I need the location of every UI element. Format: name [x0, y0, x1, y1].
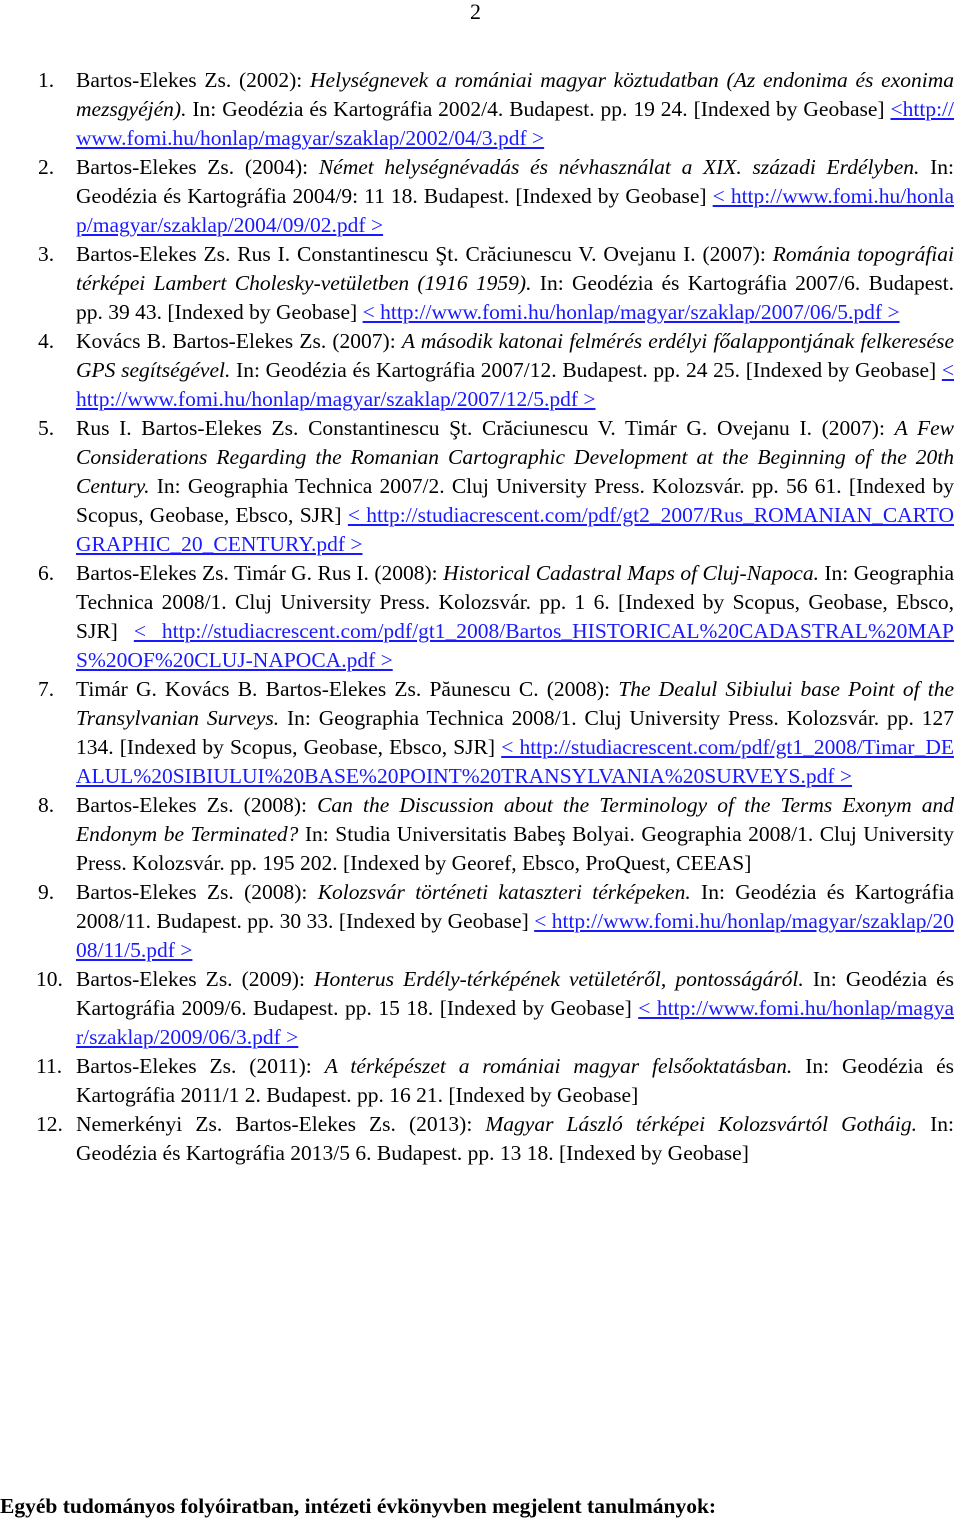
reference-title: Románia topográfiai térképei Lambert Cholesky-vetületben (1916 1959).: [76, 242, 954, 295]
reference-item: [0, 153, 956, 240]
reference-source: In: Geodézia és Kartográfia 2002/4. Budapest. pp. 19 24. [Indexed by Geobase]: [186, 97, 891, 121]
reference-list: [0, 66, 956, 1168]
reference-authors: Bartos-Elekes Zs. (2002):: [76, 68, 311, 92]
reference-source: In: Geodézia és Kartográfia 2008/11. Budapest. pp. 30 33. [Indexed by Geobase]: [76, 880, 954, 933]
reference-authors: Bartos-Elekes Zs. (2011):: [76, 1054, 325, 1078]
reference-source: In: Geodézia és Kartográfia 2004/9: 11 18. Budapest. [Indexed by Geobase]: [76, 155, 955, 208]
reference-source: In: Geodézia és Kartográfia 2009/6. Budapest. pp. 15 18. [Indexed by Geobase]: [76, 967, 954, 1020]
reference-authors: Bartos-Elekes Zs. (2008):: [76, 880, 318, 904]
reference-authors: Nemerkényi Zs. Bartos-Elekes Zs. (2013):: [76, 1112, 486, 1136]
reference-item: [0, 1052, 956, 1110]
reference-title: A második katonai felmérés erdélyi főalappontjának felkeresése GPS segítségével.: [76, 329, 954, 382]
reference-authors: Rus I. Bartos-Elekes Zs. Constantinescu Şt. Crăciunescu V. Timár G. Ovejanu I. (2007):: [76, 416, 895, 440]
reference-title: Német helységnévadás és névhasználat a XIX. századi Erdélyben.: [318, 155, 920, 179]
reference-link[interactable]: < http://www.fomi.hu/honlap/magyar/szaklap/2008/11/5.pdf >: [76, 909, 954, 962]
reference-source: In: Geodézia és Kartográfia 2011/1 2. Budapest. pp. 16 21. [Indexed by Geobase]: [76, 1054, 954, 1107]
reference-number: 5.: [38, 416, 55, 440]
reference-item: [0, 675, 956, 791]
reference-item: [0, 791, 956, 878]
reference-source: In: Geographia Technica 2008/1. Cluj University Press. Kolozsvár. pp. 127 134. [Indexed by Scopus, Geobase, Ebsco, SJR]: [76, 706, 954, 759]
reference-title: Historical Cadastral Maps of Cluj-Napoca.: [443, 561, 819, 585]
reference-link[interactable]: < http://www.fomi.hu/honlap/magyar/szaklap/2009/06/3.pdf >: [76, 996, 955, 1049]
reference-number: 3.: [38, 242, 55, 266]
reference-title: A Few Considerations Regarding the Romanian Cartographic Development at the Beginning of the 20th Century.: [76, 416, 954, 498]
reference-authors: Bartos-Elekes Zs. (2008):: [76, 793, 318, 817]
reference-item: [0, 327, 956, 414]
reference-source: In: Geodézia és Kartográfia 2013/5 6. Budapest. pp. 13 18. [Indexed by Geobase]: [76, 1112, 954, 1165]
reference-authors: Kovács B. Bartos-Elekes Zs. (2007):: [76, 329, 402, 353]
reference-title: A térképészet a romániai magyar felsőoktatásban.: [324, 1054, 793, 1078]
reference-title: Helységnevek a romániai magyar köztudatban (Az endonima és exonima mezsgyéjén).: [76, 68, 954, 121]
reference-item: [0, 66, 956, 153]
reference-source: In: Geographia Technica 2008/1. Cluj University Press. Kolozsvár. pp. 1 6. [Indexed by Scopus, Geobase, Ebsco, SJR]: [76, 561, 954, 643]
reference-link[interactable]: < http://studiacrescent.com/pdf/gt2_2007/Rus_ROMANIAN_CARTOGRAPHIC_20_CENTURY.pdf >: [76, 503, 955, 556]
reference-authors: Timár G. Kovács B. Bartos-Elekes Zs. Păunescu C. (2008):: [76, 677, 619, 701]
reference-number: 1.: [38, 68, 55, 92]
reference-source: In: Studia Universitatis Babeş Bolyai. Geographia 2008/1. Cluj University Press. Kolozsvár. pp. 195 202. [Indexed by Georef, Ebsco, ProQuest, CEEAS]: [76, 822, 955, 875]
reference-link[interactable]: <http://www.fomi.hu/honlap/magyar/szaklap/2002/04/3.pdf >: [76, 97, 954, 150]
reference-link[interactable]: < http://www.fomi.hu/honlap/magyar/szaklap/2004/09/02.pdf >: [76, 184, 954, 237]
page-number: 2: [470, 0, 481, 24]
reference-source: In: Geodézia és Kartográfia 2007/12. Budapest. pp. 24 25. [Indexed by Geobase]: [230, 358, 942, 382]
reference-title: The Dealul Sibiului base Point of the Transylvanian Surveys.: [76, 677, 955, 730]
reference-authors: Bartos-Elekes Zs. Timár G. Rus I. (2008):: [76, 561, 444, 585]
reference-authors: Bartos-Elekes Zs. (2009):: [76, 967, 315, 991]
reference-link[interactable]: < http://www.fomi.hu/honlap/magyar/szaklap/2007/12/5.pdf >: [76, 358, 954, 411]
reference-item: [0, 1110, 956, 1168]
reference-title: Magyar László térképei Kolozsvártól Gotháig.: [485, 1112, 917, 1136]
reference-number: 8.: [38, 793, 55, 817]
reference-number: 10.: [36, 967, 63, 991]
reference-item: [0, 414, 956, 559]
reference-source: In: Geographia Technica 2007/2. Cluj University Press. Kolozsvár. pp. 56 61. [Indexed by Scopus, Geobase, Ebsco, SJR]: [76, 474, 954, 527]
reference-authors: Bartos-Elekes Zs. (2004):: [76, 155, 319, 179]
reference-number: 2.: [38, 155, 55, 179]
reference-link[interactable]: < http://studiacrescent.com/pdf/gt1_2008/Bartos_HISTORICAL%20CADASTRAL%20MAPS%20OF%20CLUJ-NAPOCA.pdf >: [76, 619, 954, 672]
reference-link[interactable]: < http://www.fomi.hu/honlap/magyar/szaklap/2007/06/5.pdf >: [362, 300, 900, 324]
reference-title: Honterus Erdély-térképének vetületéről, pontosságáról.: [314, 967, 804, 991]
reference-number: 4.: [38, 329, 55, 353]
reference-number: 12.: [36, 1112, 63, 1136]
reference-item: [0, 559, 956, 675]
reference-item: [0, 878, 956, 965]
reference-title: Can the Discussion about the Terminology of the Terms Exonym and Endonym be Terminated?: [76, 793, 954, 846]
reference-item: [0, 965, 956, 1052]
reference-number: 11.: [36, 1054, 63, 1078]
section-heading: Egyéb tudományos folyóiratban, intézeti évkönyvben megjelent tanulmányok:: [0, 1494, 717, 1518]
reference-link[interactable]: < http://studiacrescent.com/pdf/gt1_2008/Timar_DEALUL%20SIBIULUI%20BASE%20POINT%20TRANSYLVANIA%20SURVEYS.pdf >: [76, 735, 954, 788]
reference-title: Kolozsvár történeti kataszteri térképeken.: [317, 880, 691, 904]
reference-item: [0, 240, 956, 327]
reference-authors: Bartos-Elekes Zs. Rus I. Constantinescu Şt. Crăciunescu V. Ovejanu I. (2007):: [76, 242, 773, 266]
reference-number: 7.: [38, 677, 55, 701]
reference-number: 6.: [38, 561, 55, 585]
reference-source: In: Geodézia és Kartográfia 2007/6. Budapest. pp. 39 43. [Indexed by Geobase]: [76, 271, 954, 324]
reference-number: 9.: [38, 880, 55, 904]
